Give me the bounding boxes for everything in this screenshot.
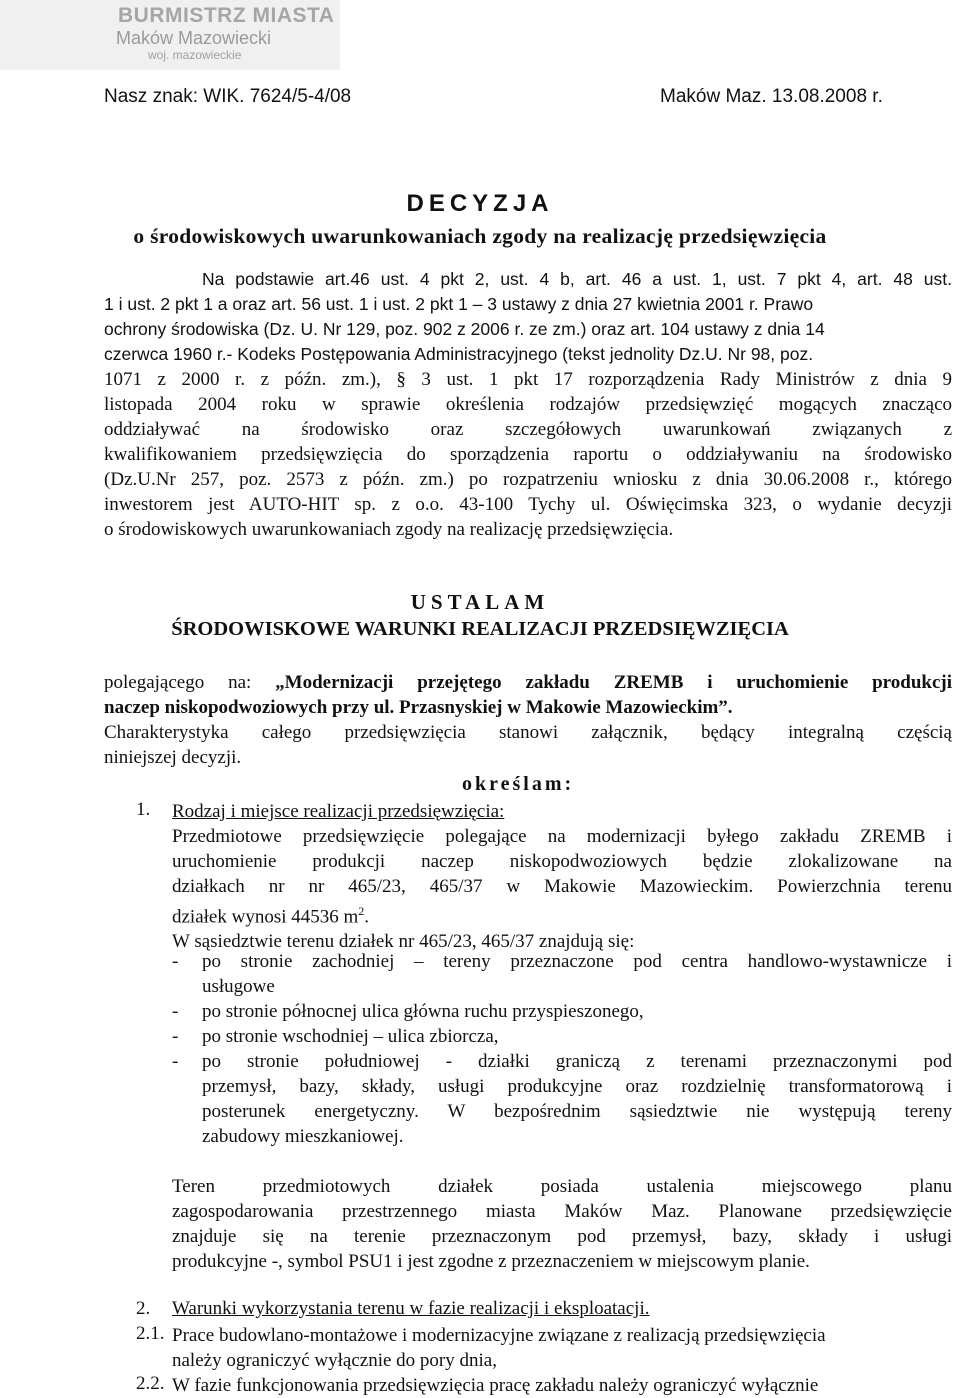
- legal-basis-line: inwestorem jest AUTO-HIT sp. z o.o. 43-100 Tychy ul. Oświęcimska 323, o wydanie decyzji: [104, 494, 952, 515]
- legal-basis-line: 1 i ust. 2 pkt 1 a oraz art. 56 ust. 1 i ust. 2 pkt 1 – 3 ustawy z dnia 27 kwietnia 2001 r. Prawo: [104, 294, 814, 314]
- section-1-number: 1.: [136, 799, 151, 820]
- item-2-1-number: 2.1.: [136, 1323, 165, 1344]
- bullet-line: po stronie zachodniej – tereny przeznaczone pod centra handlowo-wystawnicze i: [202, 951, 952, 972]
- section-1-line: uruchomienie produkcji naczep niskopodwoziowych będzie zlokalizowane na: [172, 851, 952, 872]
- project-line: [104, 670, 952, 695]
- section-1-heading: Rodzaj i miejsce realizacji przedsięwzięcia:: [172, 801, 505, 822]
- neighbors-list: [172, 949, 952, 1149]
- project-name-part1: „Modernizacji przejętego zakładu ZREMB i uruchomienie produkcji: [275, 672, 953, 693]
- stamp-line-authority: BURMISTRZ MIASTA: [118, 4, 335, 27]
- legal-basis-paragraph: [104, 267, 952, 542]
- stamp-line-town: Maków Mazowiecki: [116, 28, 272, 48]
- bullet-line: przemysł, bazy, składy, usługi produkcyjne oraz rozdzielnię transformatorową i: [202, 1076, 952, 1097]
- legal-basis-line: kwalifikowaniem przedsięwzięcia do sporządzenia raportu o oddziaływaniu na środowisko: [104, 444, 952, 465]
- bullet-dash: -: [172, 1051, 179, 1072]
- list-item: [172, 949, 952, 999]
- item-line: Prace budowlano-montażowe i modernizacyjne związane z realizacją przedsięwzięcia: [172, 1325, 826, 1346]
- section-2-heading: Warunki wykorzystania terenu w fazie realizacji i eksploatacji.: [172, 1298, 650, 1319]
- section-1-line: [172, 899, 952, 929]
- legal-basis-line: czerwca 1960 r.- Kodeks Postępowania Administracyjnego (tekst jednolity Dz.U. Nr 98, poz.: [104, 344, 814, 364]
- planning-line: produkcyjne -, symbol PSU1 i jest zgodne z przeznaczeniem w miejscowym planie.: [172, 1251, 810, 1272]
- bullet-line: po stronie wschodniej – ulica zbiorcza,: [202, 1026, 499, 1047]
- list-item: [172, 1049, 952, 1149]
- section-1: [172, 799, 952, 954]
- place-and-date: Maków Maz. 13.08.2008 r.: [660, 86, 883, 107]
- legal-basis-line: (Dz.U.Nr 257, poz. 2573 z późn. zm.) po rozpatrzeniu wniosku z dnia 30.06.2008 r., którego: [104, 469, 952, 490]
- item-2-1: [172, 1323, 952, 1373]
- list-item: [172, 999, 952, 1024]
- bullet-dash: -: [172, 1001, 179, 1022]
- legal-basis-line: Na podstawie art.46 ust. 4 pkt 2, ust. 4 b, art. 46 a ust. 1, ust. 7 pkt 4, art. 48 ust.: [202, 269, 952, 289]
- area-unit-exponent: 2: [358, 904, 365, 918]
- neighbors-intro: W sąsiedztwie terenu działek nr 465/23, 465/37 znajdują się:: [172, 931, 635, 953]
- legal-basis-line: ochrony środowiska (Dz. U. Nr 129, poz. 902 z 2006 r. ze zm.) oraz art. 104 ustawy z dnia 14: [104, 319, 825, 339]
- reference-number: Nasz znak: WIK. 7624/5-4/08: [104, 86, 352, 107]
- project-name-part2: naczep niskopodwoziowych przy ul. Przasnyskiej w Makowie Mazowieckim”.: [104, 697, 733, 718]
- area-text: działek wynosi 44536 m: [172, 906, 359, 928]
- document-title: DECYZJA: [406, 190, 554, 217]
- bullet-line: posterunek energetyczny. W bezpośrednim sąsiedztwie nie występują tereny: [202, 1101, 952, 1122]
- item-2-2-number: 2.2.: [136, 1373, 165, 1394]
- legal-basis-line: o środowiskowych uwarunkowaniach zgody na realizację przedsięwzięcia.: [104, 519, 674, 540]
- bullet-dash: -: [172, 1026, 179, 1047]
- stamp-line-voivodeship: woj. mazowieckie: [148, 48, 242, 62]
- project-line: niniejszej decyzji.: [104, 747, 242, 768]
- item-2-2: [172, 1373, 952, 1398]
- item-line: należy ograniczyć wyłącznie do pory dnia,: [172, 1350, 497, 1371]
- bullet-dash: -: [172, 951, 179, 972]
- planning-line: znajduje się na terenie przeznaczonym pod przemysł, bazy, składy i usługi: [172, 1226, 952, 1247]
- office-stamp: [0, 0, 340, 70]
- conditions-heading: ŚRODOWISKOWE WARUNKI REALIZACJI PRZEDSIĘWZIĘCIA: [171, 618, 789, 640]
- planning-line: zagospodarowania przestrzennego miasta Maków Maz. Planowane przedsięwzięcie: [172, 1201, 952, 1222]
- legal-basis-line: listopada 2004 roku w sprawie określenia rodzajów przedsięwzięć mogących znacząco: [104, 394, 952, 415]
- bullet-line: zabudowy mieszkaniowej.: [202, 1126, 404, 1147]
- project-description: [104, 670, 952, 770]
- okreslam-heading: określam:: [462, 773, 575, 795]
- legal-basis-line: 1071 z 2000 r. z późn. zm.), § 3 ust. 1 pkt 17 rozporządzenia Rady Ministrów z dnia 9: [104, 369, 952, 390]
- ustalam-heading: USTALAM: [410, 590, 550, 614]
- project-prefix: polegającego na:: [104, 672, 276, 693]
- planning-line: Teren przedmiotowych działek posiada ustalenia miejscowego planu: [172, 1176, 952, 1197]
- project-line: Charakterystyka całego przedsięwzięcia stanowi załącznik, będący integralną częścią: [104, 722, 952, 743]
- item-line: W fazie funkcjonowania przedsięwzięcia pracę zakładu należy ograniczyć wyłącznie: [172, 1375, 819, 1396]
- bullet-line: po stronie południowej - działki graniczą z terenami przeznaczonymi pod: [202, 1051, 952, 1072]
- area-end: .: [364, 906, 370, 928]
- legal-basis-line: oddziaływać na środowisko oraz szczegółowych uwarunkowań związanych z: [104, 419, 952, 440]
- bullet-line: po stronie północnej ulica główna ruchu przyspieszonego,: [202, 1001, 644, 1022]
- section-1-line: Przedmiotowe przedsięwzięcie polegające na modernizacji byłego zakładu ZREMB i: [172, 826, 952, 847]
- planning-paragraph: [172, 1174, 952, 1274]
- section-1-line: działkach nr nr 465/23, 465/37 w Makowie Mazowieckim. Powierzchnia terenu: [172, 876, 952, 897]
- section-2-number: 2.: [136, 1298, 151, 1319]
- document-subtitle: o środowiskowych uwarunkowaniach zgody na realizację przedsięwzięcia: [133, 224, 827, 248]
- bullet-line: usługowe: [202, 976, 275, 997]
- list-item: [172, 1024, 952, 1049]
